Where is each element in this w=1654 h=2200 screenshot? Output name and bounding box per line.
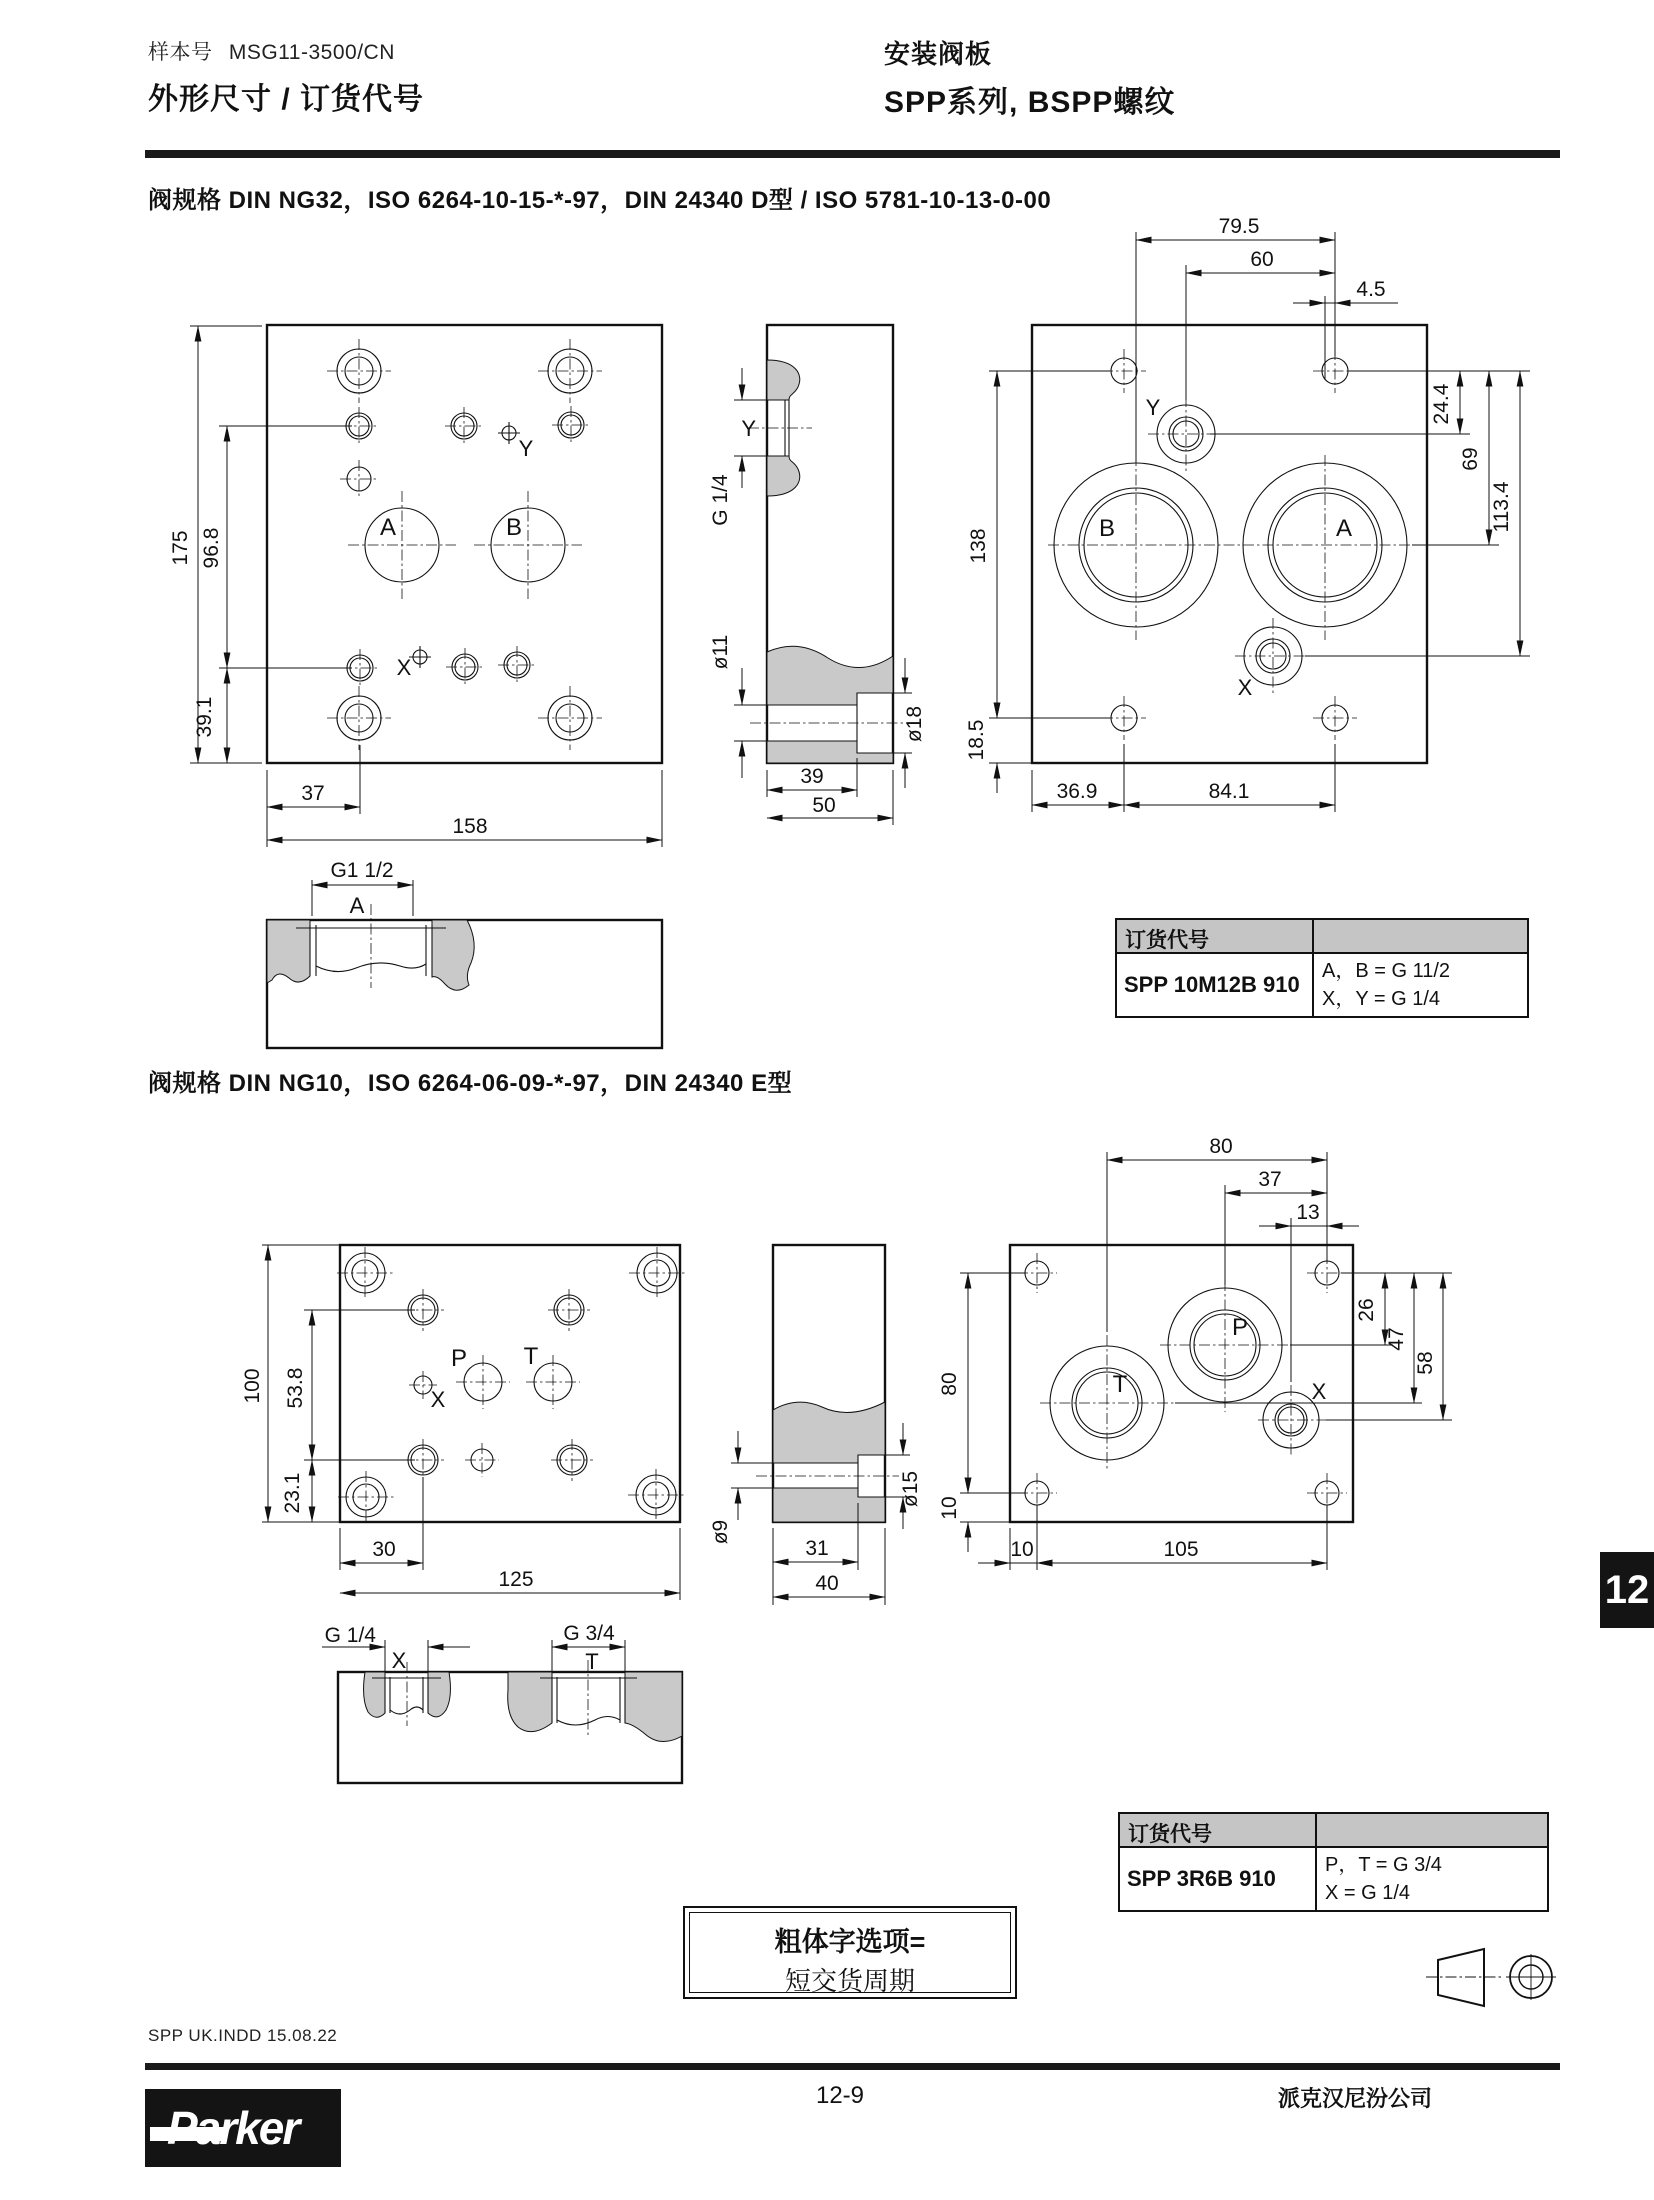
dim-label: 69 [1459, 447, 1482, 471]
header-rule [145, 150, 1560, 158]
ng32-back-view [989, 232, 1530, 812]
dim-label: X [396, 655, 412, 680]
dim-label: 10 [1010, 1538, 1034, 1561]
dim-label: 37 [1258, 1168, 1282, 1191]
dim-label: G 1/4 [709, 474, 732, 526]
catalog-label: 样本号 [148, 41, 213, 64]
order-table-ng10-header [1120, 1814, 1547, 1848]
dim-label: 113.4 [1490, 481, 1513, 533]
dim-label: X [1311, 1379, 1327, 1404]
order-table-ng10 [1118, 1812, 1549, 1912]
dim-label: 138 [967, 528, 990, 564]
dim-label: T [523, 1343, 539, 1370]
dim-label: 125 [498, 1568, 534, 1591]
dim-label: 24.4 [1430, 383, 1453, 425]
ng32-side-view [734, 325, 912, 825]
header-right [884, 34, 1175, 121]
dim-label: T [1112, 1371, 1128, 1398]
dim-label: 105 [1163, 1538, 1199, 1561]
section2-title: 阀规格 DIN NG10，ISO 6264-06-09-*-97，DIN 24340 E型 [148, 1070, 793, 1097]
dim-label: B [505, 514, 523, 541]
bold-option-note [683, 1906, 1017, 1999]
dim-label: X [391, 1648, 407, 1673]
dim-label: 80 [938, 1372, 961, 1396]
parker-logo [145, 2089, 341, 2167]
dim-label: 96.8 [200, 527, 223, 569]
catalog-number-line [148, 36, 424, 66]
plug-fitting-icon [1424, 1944, 1570, 2014]
dim-label: A [1335, 515, 1353, 542]
port-spec-line: P，T = G 3/4 [1325, 1854, 1442, 1876]
order-spec-header [1314, 920, 1527, 952]
ng10-front-view [262, 1245, 685, 1600]
dim-label: 30 [372, 1538, 396, 1561]
dim-label: G1 1/2 [330, 859, 394, 882]
dim-label: 36.9 [1056, 780, 1098, 803]
parker-logo-text: Parker [167, 2102, 299, 2154]
dim-label: 26 [1355, 1298, 1378, 1322]
table-row [1120, 1848, 1547, 1910]
page-number: 12-9 [815, 2082, 865, 2109]
order-table-ng32 [1115, 918, 1529, 1018]
ng10-drawing [140, 1100, 1560, 1800]
dim-label: 50 [812, 794, 836, 817]
port-specs [1314, 954, 1527, 1016]
ng32-front-view [190, 325, 662, 847]
dim-label: 37 [301, 782, 325, 805]
dim-label: 53.8 [284, 1367, 307, 1409]
dim-label: A [349, 893, 365, 918]
ng10-back-view [960, 1152, 1452, 1570]
dim-label: 39 [800, 765, 824, 788]
page-title: 外形尺寸 / 订货代号 [148, 83, 425, 116]
table-row [1117, 954, 1527, 1016]
dim-label: G 1/4 [324, 1624, 376, 1647]
dim-label: 23.1 [281, 1472, 304, 1514]
dim-label: Y [1145, 395, 1161, 420]
dim-label: ø15 [899, 1470, 922, 1508]
dim-label: Y [518, 436, 534, 461]
note-line-1: 粗体字选项= [774, 1927, 926, 1957]
dim-label: 39.1 [193, 696, 216, 738]
note-line-2: 短交货周期 [784, 1966, 915, 1996]
dim-label: 100 [241, 1368, 264, 1404]
dim-label: A [379, 514, 397, 541]
dim-label: 47 [1385, 1327, 1408, 1351]
dim-label: 58 [1414, 1351, 1437, 1375]
dim-label: 84.1 [1208, 780, 1250, 803]
file-note: SPP UK.INDD 15.08.22 [148, 2026, 338, 2045]
section1-title: 阀规格 DIN NG32，ISO 6264-10-15-*-97，DIN 24340 D型 / ISO 5781-10-13-0-00 [148, 187, 1052, 214]
dim-label: T [585, 1649, 599, 1674]
dim-label: ø11 [709, 634, 732, 670]
dim-label: 60 [1250, 248, 1274, 271]
company-name: 派克汉尼汾公司 [1278, 2086, 1433, 2111]
dim-label: 158 [452, 815, 488, 838]
port-spec-line: X，Y = G 1/4 [1322, 988, 1441, 1010]
port-spec-line: A，B = G 11/2 [1322, 960, 1451, 982]
chapter-tab: 12 [1600, 1552, 1654, 1628]
series-title: SPP系列, BSPP螺纹 [884, 86, 1176, 119]
dim-label: 79.5 [1218, 215, 1260, 238]
order-spec-header [1317, 1814, 1547, 1846]
ng32-port-section-view [267, 880, 662, 1048]
dim-label: 40 [815, 1572, 839, 1595]
dim-label: 18.5 [965, 719, 988, 761]
dim-label: ø18 [903, 705, 926, 743]
port-specs [1317, 1848, 1547, 1910]
model-code: SPP 10M12B 910 [1117, 954, 1314, 1016]
dim-label: P [1231, 1314, 1249, 1341]
header-left [148, 36, 424, 118]
bold-option-note-inner [689, 1912, 1011, 1996]
order-table-ng32-header [1117, 920, 1527, 954]
dim-label: X [1237, 675, 1253, 700]
dim-label: X [430, 1387, 446, 1412]
dim-label: B [1098, 515, 1116, 542]
dim-label: G 3/4 [563, 1622, 615, 1645]
ng10-port-section-view [322, 1640, 682, 1783]
catalog-number: MSG11-3500/CN [228, 41, 395, 64]
dim-label: 175 [169, 530, 192, 566]
footer-rule [145, 2063, 1560, 2070]
dim-label: Y [741, 416, 756, 441]
product-title: 安装阀板 [884, 39, 993, 69]
dim-label: 4.5 [1356, 278, 1386, 301]
dim-label: 80 [1209, 1135, 1233, 1158]
order-code-header: 订货代号 [1120, 1814, 1317, 1846]
dim-label: P [450, 1345, 468, 1372]
dim-label: 31 [805, 1537, 829, 1560]
order-code-header: 订货代号 [1117, 920, 1314, 952]
port-spec-line: X = G 1/4 [1325, 1882, 1411, 1904]
dim-label: 10 [938, 1496, 961, 1520]
model-code: SPP 3R6B 910 [1120, 1848, 1317, 1910]
dim-label: ø9 [709, 1519, 732, 1545]
dim-label: 13 [1296, 1201, 1320, 1224]
